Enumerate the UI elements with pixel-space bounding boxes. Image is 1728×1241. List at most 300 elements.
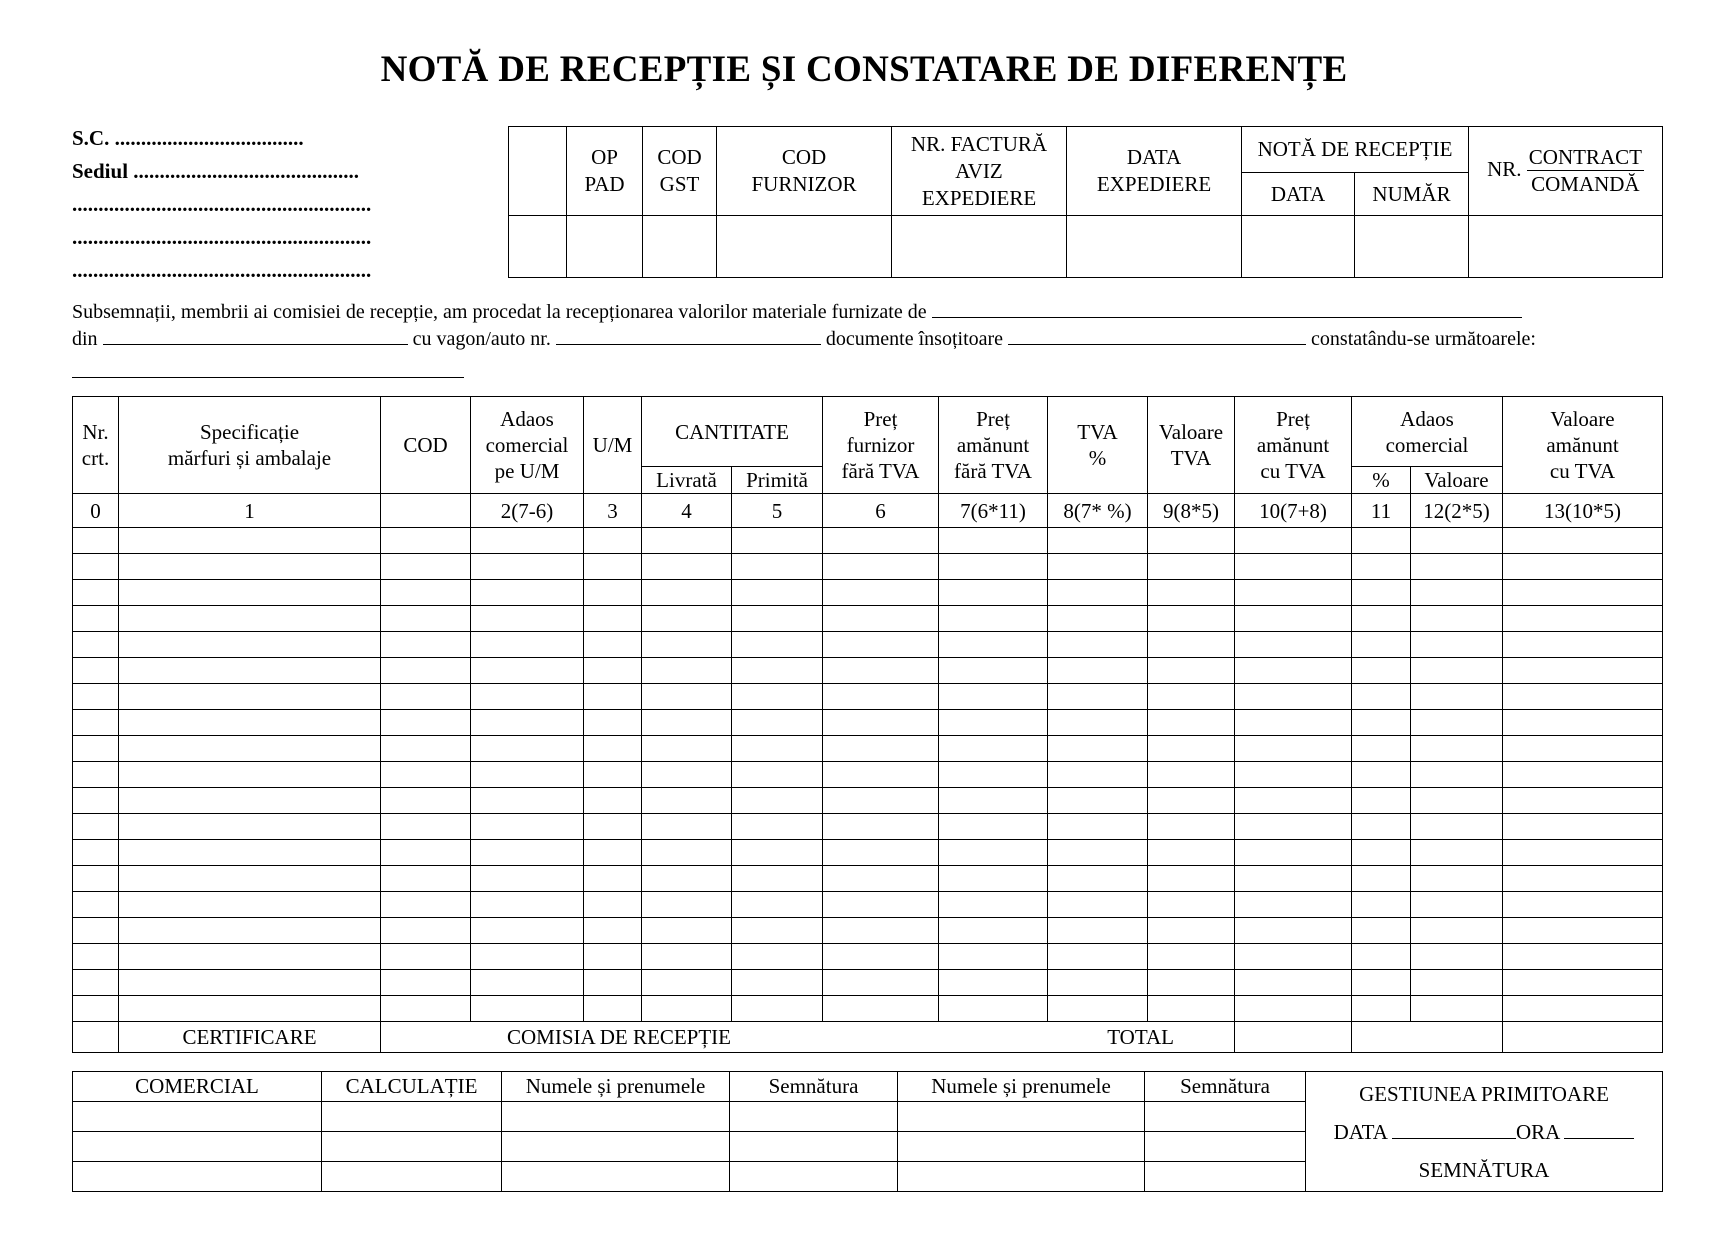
goods-cell[interactable] xyxy=(1048,866,1148,892)
goods-cell[interactable] xyxy=(471,632,584,658)
goods-cell[interactable] xyxy=(584,814,642,840)
goods-cell[interactable] xyxy=(1148,606,1235,632)
goods-cell[interactable] xyxy=(1352,684,1411,710)
goods-cell[interactable] xyxy=(939,580,1048,606)
goods-cell[interactable] xyxy=(1148,580,1235,606)
goods-cell[interactable] xyxy=(381,788,471,814)
goods-cell[interactable] xyxy=(939,788,1048,814)
goods-cell[interactable] xyxy=(939,996,1048,1022)
goods-cell[interactable] xyxy=(381,606,471,632)
address-line-1[interactable]: ......................................................... xyxy=(72,192,372,216)
goods-cell[interactable] xyxy=(584,788,642,814)
goods-cell[interactable] xyxy=(119,554,381,580)
goods-cell[interactable] xyxy=(73,892,119,918)
goods-cell[interactable] xyxy=(1411,658,1503,684)
goods-cell[interactable] xyxy=(642,918,732,944)
nume-cell[interactable] xyxy=(502,1132,730,1162)
goods-cell[interactable] xyxy=(732,658,823,684)
goods-cell[interactable] xyxy=(823,762,939,788)
goods-cell[interactable] xyxy=(939,762,1048,788)
goods-cell[interactable] xyxy=(381,996,471,1022)
goods-cell[interactable] xyxy=(584,866,642,892)
goods-cell[interactable] xyxy=(642,814,732,840)
goods-cell[interactable] xyxy=(73,814,119,840)
goods-cell[interactable] xyxy=(471,762,584,788)
goods-cell[interactable] xyxy=(1352,866,1411,892)
goods-cell[interactable] xyxy=(732,762,823,788)
goods-cell[interactable] xyxy=(381,528,471,554)
goods-cell[interactable] xyxy=(823,684,939,710)
goods-cell[interactable] xyxy=(471,918,584,944)
goods-cell[interactable] xyxy=(1503,710,1663,736)
op-pad-cell[interactable] xyxy=(567,216,643,278)
goods-cell[interactable] xyxy=(642,606,732,632)
goods-cell[interactable] xyxy=(119,918,381,944)
goods-cell[interactable] xyxy=(823,658,939,684)
goods-cell[interactable] xyxy=(1235,918,1352,944)
goods-cell[interactable] xyxy=(1148,944,1235,970)
goods-cell[interactable] xyxy=(1148,684,1235,710)
semnatura-cell[interactable] xyxy=(730,1132,898,1162)
nume-cell[interactable] xyxy=(898,1132,1145,1162)
goods-cell[interactable] xyxy=(732,632,823,658)
comercial-cell[interactable] xyxy=(73,1102,322,1132)
goods-cell[interactable] xyxy=(119,684,381,710)
goods-cell[interactable] xyxy=(471,840,584,866)
goods-cell[interactable] xyxy=(1148,970,1235,996)
goods-cell[interactable] xyxy=(584,710,642,736)
goods-cell[interactable] xyxy=(1352,528,1411,554)
goods-cell[interactable] xyxy=(939,892,1048,918)
goods-cell[interactable] xyxy=(73,528,119,554)
cod-gst-cell[interactable] xyxy=(643,216,717,278)
goods-cell[interactable] xyxy=(1148,736,1235,762)
goods-cell[interactable] xyxy=(119,658,381,684)
goods-cell[interactable] xyxy=(1148,892,1235,918)
goods-cell[interactable] xyxy=(381,840,471,866)
goods-cell[interactable] xyxy=(1235,554,1352,580)
goods-cell[interactable] xyxy=(642,710,732,736)
goods-cell[interactable] xyxy=(1411,632,1503,658)
goods-cell[interactable] xyxy=(642,840,732,866)
goods-cell[interactable] xyxy=(381,762,471,788)
goods-cell[interactable] xyxy=(471,996,584,1022)
goods-cell[interactable] xyxy=(1352,918,1411,944)
goods-cell[interactable] xyxy=(584,996,642,1022)
din-blank[interactable] xyxy=(103,328,408,345)
goods-cell[interactable] xyxy=(73,840,119,866)
goods-cell[interactable] xyxy=(1411,996,1503,1022)
goods-cell[interactable] xyxy=(1148,996,1235,1022)
goods-cell[interactable] xyxy=(471,580,584,606)
address-line-3[interactable]: ......................................................... xyxy=(72,258,372,282)
goods-cell[interactable] xyxy=(1048,892,1148,918)
goods-cell[interactable] xyxy=(642,866,732,892)
goods-cell[interactable] xyxy=(1235,580,1352,606)
goods-cell[interactable] xyxy=(584,892,642,918)
goods-cell[interactable] xyxy=(1352,970,1411,996)
goods-cell[interactable] xyxy=(1352,658,1411,684)
goods-cell[interactable] xyxy=(471,684,584,710)
goods-cell[interactable] xyxy=(939,606,1048,632)
goods-cell[interactable] xyxy=(381,918,471,944)
goods-cell[interactable] xyxy=(1503,814,1663,840)
goods-cell[interactable] xyxy=(823,736,939,762)
goods-cell[interactable] xyxy=(471,892,584,918)
goods-cell[interactable] xyxy=(642,658,732,684)
goods-cell[interactable] xyxy=(1048,658,1148,684)
goods-cell[interactable] xyxy=(381,736,471,762)
goods-cell[interactable] xyxy=(732,554,823,580)
goods-cell[interactable] xyxy=(1352,892,1411,918)
goods-cell[interactable] xyxy=(381,892,471,918)
goods-cell[interactable] xyxy=(642,892,732,918)
goods-cell[interactable] xyxy=(732,892,823,918)
nume-cell[interactable] xyxy=(502,1102,730,1132)
goods-cell[interactable] xyxy=(939,554,1048,580)
goods-cell[interactable] xyxy=(119,944,381,970)
goods-cell[interactable] xyxy=(823,944,939,970)
goods-cell[interactable] xyxy=(119,892,381,918)
goods-cell[interactable] xyxy=(823,606,939,632)
goods-cell[interactable] xyxy=(939,944,1048,970)
comercial-cell[interactable] xyxy=(73,1162,322,1192)
goods-cell[interactable] xyxy=(642,684,732,710)
goods-cell[interactable] xyxy=(73,710,119,736)
goods-cell[interactable] xyxy=(1503,866,1663,892)
goods-cell[interactable] xyxy=(1048,996,1148,1022)
goods-cell[interactable] xyxy=(1235,762,1352,788)
semnatura-cell[interactable] xyxy=(730,1102,898,1132)
goods-cell[interactable] xyxy=(1411,918,1503,944)
goods-cell[interactable] xyxy=(73,684,119,710)
goods-cell[interactable] xyxy=(584,684,642,710)
data-expediere-cell[interactable] xyxy=(1067,216,1242,278)
goods-cell[interactable] xyxy=(1503,658,1663,684)
goods-cell[interactable] xyxy=(1148,710,1235,736)
goods-cell[interactable] xyxy=(1235,840,1352,866)
goods-cell[interactable] xyxy=(381,970,471,996)
goods-cell[interactable] xyxy=(939,632,1048,658)
nume-cell[interactable] xyxy=(898,1162,1145,1192)
constatari-blank[interactable] xyxy=(72,377,464,378)
goods-cell[interactable] xyxy=(823,632,939,658)
goods-cell[interactable] xyxy=(823,528,939,554)
info-cell[interactable] xyxy=(509,216,567,278)
goods-cell[interactable] xyxy=(1503,788,1663,814)
goods-cell[interactable] xyxy=(1148,554,1235,580)
goods-cell[interactable] xyxy=(584,580,642,606)
goods-cell[interactable] xyxy=(732,606,823,632)
goods-cell[interactable] xyxy=(939,736,1048,762)
goods-cell[interactable] xyxy=(119,840,381,866)
goods-cell[interactable] xyxy=(1148,658,1235,684)
goods-cell[interactable] xyxy=(642,996,732,1022)
goods-cell[interactable] xyxy=(732,840,823,866)
goods-cell[interactable] xyxy=(471,814,584,840)
goods-cell[interactable] xyxy=(732,970,823,996)
company-sediul-field[interactable]: Sediul ........................................... xyxy=(72,159,360,183)
nota-numar-cell[interactable] xyxy=(1355,216,1469,278)
goods-cell[interactable] xyxy=(1503,684,1663,710)
goods-cell[interactable] xyxy=(1235,710,1352,736)
goods-cell[interactable] xyxy=(642,944,732,970)
goods-cell[interactable] xyxy=(1411,684,1503,710)
goods-cell[interactable] xyxy=(1048,606,1148,632)
goods-cell[interactable] xyxy=(1503,632,1663,658)
goods-cell[interactable] xyxy=(1352,996,1411,1022)
goods-cell[interactable] xyxy=(732,996,823,1022)
goods-cell[interactable] xyxy=(939,658,1048,684)
goods-cell[interactable] xyxy=(584,606,642,632)
nume-cell[interactable] xyxy=(898,1102,1145,1132)
goods-cell[interactable] xyxy=(381,554,471,580)
goods-cell[interactable] xyxy=(1148,762,1235,788)
goods-cell[interactable] xyxy=(823,892,939,918)
goods-cell[interactable] xyxy=(1411,814,1503,840)
goods-cell[interactable] xyxy=(119,866,381,892)
goods-cell[interactable] xyxy=(73,996,119,1022)
goods-cell[interactable] xyxy=(1235,814,1352,840)
goods-cell[interactable] xyxy=(119,632,381,658)
vagon-blank[interactable] xyxy=(556,328,821,345)
goods-cell[interactable] xyxy=(1235,528,1352,554)
goods-cell[interactable] xyxy=(1411,762,1503,788)
goods-cell[interactable] xyxy=(732,918,823,944)
goods-cell[interactable] xyxy=(1048,762,1148,788)
goods-cell[interactable] xyxy=(1352,814,1411,840)
goods-cell[interactable] xyxy=(471,736,584,762)
goods-cell[interactable] xyxy=(381,944,471,970)
goods-cell[interactable] xyxy=(73,632,119,658)
goods-cell[interactable] xyxy=(73,970,119,996)
goods-cell[interactable] xyxy=(939,866,1048,892)
goods-cell[interactable] xyxy=(1352,710,1411,736)
goods-cell[interactable] xyxy=(381,658,471,684)
goods-cell[interactable] xyxy=(1048,970,1148,996)
nota-data-cell[interactable] xyxy=(1242,216,1355,278)
goods-cell[interactable] xyxy=(1411,866,1503,892)
goods-cell[interactable] xyxy=(584,944,642,970)
goods-cell[interactable] xyxy=(1048,944,1148,970)
goods-cell[interactable] xyxy=(642,554,732,580)
goods-cell[interactable] xyxy=(1503,996,1663,1022)
goods-cell[interactable] xyxy=(584,762,642,788)
goods-cell[interactable] xyxy=(584,528,642,554)
goods-cell[interactable] xyxy=(939,918,1048,944)
goods-cell[interactable] xyxy=(1411,970,1503,996)
goods-cell[interactable] xyxy=(73,554,119,580)
cod-furnizor-cell[interactable] xyxy=(717,216,892,278)
goods-cell[interactable] xyxy=(1411,710,1503,736)
goods-cell[interactable] xyxy=(939,840,1048,866)
goods-cell[interactable] xyxy=(823,554,939,580)
goods-cell[interactable] xyxy=(381,632,471,658)
goods-cell[interactable] xyxy=(1048,684,1148,710)
goods-cell[interactable] xyxy=(732,788,823,814)
goods-cell[interactable] xyxy=(471,788,584,814)
goods-cell[interactable] xyxy=(119,762,381,788)
goods-cell[interactable] xyxy=(1235,970,1352,996)
goods-cell[interactable] xyxy=(1503,918,1663,944)
goods-cell[interactable] xyxy=(119,970,381,996)
goods-cell[interactable] xyxy=(939,710,1048,736)
goods-cell[interactable] xyxy=(1148,788,1235,814)
goods-cell[interactable] xyxy=(823,580,939,606)
data-blank[interactable] xyxy=(1392,1122,1516,1139)
nume-cell[interactable] xyxy=(502,1162,730,1192)
goods-cell[interactable] xyxy=(1503,528,1663,554)
goods-cell[interactable] xyxy=(1148,814,1235,840)
goods-cell[interactable] xyxy=(732,736,823,762)
semnatura-cell[interactable] xyxy=(1145,1102,1306,1132)
goods-cell[interactable] xyxy=(584,658,642,684)
goods-cell[interactable] xyxy=(1352,580,1411,606)
goods-cell[interactable] xyxy=(471,554,584,580)
goods-cell[interactable] xyxy=(1352,606,1411,632)
goods-cell[interactable] xyxy=(1411,944,1503,970)
goods-cell[interactable] xyxy=(1235,684,1352,710)
goods-cell[interactable] xyxy=(823,788,939,814)
goods-cell[interactable] xyxy=(119,580,381,606)
goods-cell[interactable] xyxy=(1411,554,1503,580)
calculatie-cell[interactable] xyxy=(322,1162,502,1192)
goods-cell[interactable] xyxy=(471,970,584,996)
total-cell[interactable] xyxy=(1235,1022,1352,1053)
goods-cell[interactable] xyxy=(732,528,823,554)
goods-cell[interactable] xyxy=(1503,892,1663,918)
goods-cell[interactable] xyxy=(73,580,119,606)
goods-cell[interactable] xyxy=(1235,736,1352,762)
semnatura-cell[interactable] xyxy=(1145,1132,1306,1162)
calculatie-cell[interactable] xyxy=(322,1132,502,1162)
goods-cell[interactable] xyxy=(642,762,732,788)
goods-cell[interactable] xyxy=(73,944,119,970)
goods-cell[interactable] xyxy=(1048,918,1148,944)
comercial-cell[interactable] xyxy=(73,1132,322,1162)
goods-cell[interactable] xyxy=(823,970,939,996)
goods-cell[interactable] xyxy=(584,970,642,996)
goods-cell[interactable] xyxy=(1048,528,1148,554)
goods-cell[interactable] xyxy=(1503,762,1663,788)
goods-cell[interactable] xyxy=(1352,632,1411,658)
goods-cell[interactable] xyxy=(119,528,381,554)
documente-blank[interactable] xyxy=(1008,328,1306,345)
goods-cell[interactable] xyxy=(823,996,939,1022)
goods-cell[interactable] xyxy=(732,866,823,892)
goods-cell[interactable] xyxy=(584,736,642,762)
goods-cell[interactable] xyxy=(381,684,471,710)
goods-cell[interactable] xyxy=(1048,814,1148,840)
goods-cell[interactable] xyxy=(1411,892,1503,918)
goods-cell[interactable] xyxy=(73,788,119,814)
goods-cell[interactable] xyxy=(823,814,939,840)
factura-cell[interactable] xyxy=(892,216,1067,278)
goods-cell[interactable] xyxy=(381,710,471,736)
total-valoare-cell[interactable] xyxy=(1503,1022,1663,1053)
goods-cell[interactable] xyxy=(1048,788,1148,814)
goods-cell[interactable] xyxy=(1148,840,1235,866)
goods-cell[interactable] xyxy=(823,918,939,944)
goods-cell[interactable] xyxy=(823,710,939,736)
company-sc-field[interactable]: S.C. .................................... xyxy=(72,126,304,150)
goods-cell[interactable] xyxy=(381,814,471,840)
goods-cell[interactable] xyxy=(584,918,642,944)
goods-cell[interactable] xyxy=(1148,528,1235,554)
goods-cell[interactable] xyxy=(732,944,823,970)
goods-cell[interactable] xyxy=(119,788,381,814)
goods-cell[interactable] xyxy=(1235,944,1352,970)
goods-cell[interactable] xyxy=(823,866,939,892)
goods-cell[interactable] xyxy=(1503,970,1663,996)
semnatura-cell[interactable] xyxy=(730,1162,898,1192)
goods-cell[interactable] xyxy=(1352,554,1411,580)
goods-cell[interactable] xyxy=(584,632,642,658)
goods-cell[interactable] xyxy=(732,814,823,840)
goods-cell[interactable] xyxy=(1148,866,1235,892)
goods-cell[interactable] xyxy=(1411,736,1503,762)
goods-cell[interactable] xyxy=(1235,996,1352,1022)
goods-cell[interactable] xyxy=(1503,736,1663,762)
goods-cell[interactable] xyxy=(732,710,823,736)
goods-cell[interactable] xyxy=(73,866,119,892)
goods-cell[interactable] xyxy=(584,840,642,866)
goods-cell[interactable] xyxy=(1048,580,1148,606)
goods-cell[interactable] xyxy=(1503,840,1663,866)
goods-cell[interactable] xyxy=(1503,580,1663,606)
goods-cell[interactable] xyxy=(119,710,381,736)
goods-cell[interactable] xyxy=(1411,528,1503,554)
goods-cell[interactable] xyxy=(1235,866,1352,892)
goods-cell[interactable] xyxy=(1411,606,1503,632)
goods-cell[interactable] xyxy=(1235,632,1352,658)
goods-cell[interactable] xyxy=(1048,736,1148,762)
goods-cell[interactable] xyxy=(471,606,584,632)
goods-cell[interactable] xyxy=(939,684,1048,710)
goods-cell[interactable] xyxy=(823,840,939,866)
goods-cell[interactable] xyxy=(642,580,732,606)
goods-cell[interactable] xyxy=(1235,658,1352,684)
goods-cell[interactable] xyxy=(119,996,381,1022)
goods-cell[interactable] xyxy=(1148,918,1235,944)
goods-cell[interactable] xyxy=(1048,554,1148,580)
goods-cell[interactable] xyxy=(381,580,471,606)
goods-cell[interactable] xyxy=(119,736,381,762)
goods-cell[interactable] xyxy=(1352,944,1411,970)
goods-cell[interactable] xyxy=(1235,606,1352,632)
goods-cell[interactable] xyxy=(1411,580,1503,606)
goods-cell[interactable] xyxy=(1352,762,1411,788)
goods-cell[interactable] xyxy=(1235,892,1352,918)
goods-cell[interactable] xyxy=(73,762,119,788)
goods-cell[interactable] xyxy=(1411,788,1503,814)
goods-cell[interactable] xyxy=(73,658,119,684)
goods-cell[interactable] xyxy=(584,554,642,580)
goods-cell[interactable] xyxy=(471,944,584,970)
goods-cell[interactable] xyxy=(1235,788,1352,814)
goods-cell[interactable] xyxy=(73,736,119,762)
goods-cell[interactable] xyxy=(1352,840,1411,866)
goods-cell[interactable] xyxy=(642,736,732,762)
goods-cell[interactable] xyxy=(732,684,823,710)
goods-cell[interactable] xyxy=(642,970,732,996)
goods-cell[interactable] xyxy=(939,970,1048,996)
goods-cell[interactable] xyxy=(1048,632,1148,658)
goods-cell[interactable] xyxy=(471,866,584,892)
goods-cell[interactable] xyxy=(1503,944,1663,970)
contract-cell[interactable] xyxy=(1469,216,1663,278)
goods-cell[interactable] xyxy=(939,528,1048,554)
